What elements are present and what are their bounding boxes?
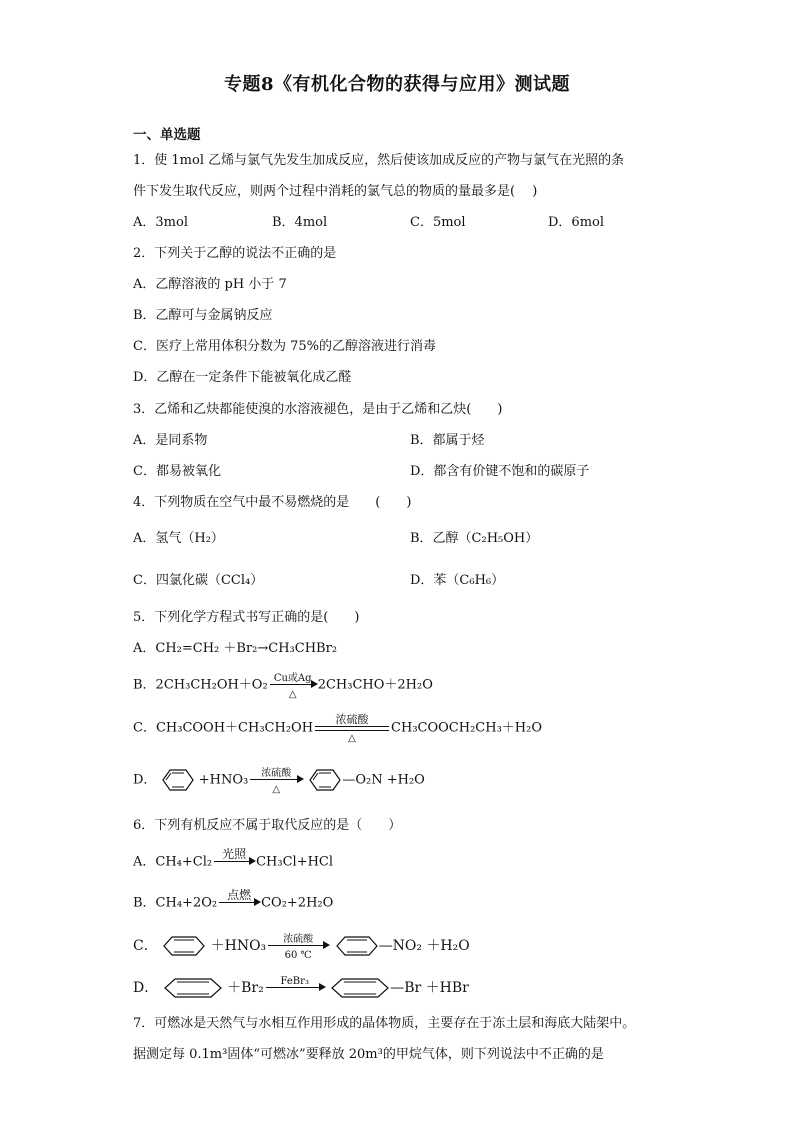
q5-b-products: 2CH₃CHO＋2H₂O (317, 677, 433, 693)
benzene-ring-icon (308, 768, 342, 792)
benzene-ring-icon (161, 768, 195, 792)
q2-option-a: A．乙醇溶液的 pH 小于 7 (133, 277, 287, 292)
q4-stem: 4．下列物质在空气中最不易燃烧的是 ( ) (133, 495, 412, 510)
q6-d-label: D． (133, 980, 159, 996)
q6-c-products: ＋H₂O (426, 938, 470, 954)
q6-option-b (133, 888, 334, 913)
heat-label: △ (348, 733, 356, 744)
catalyst-label: Cu或Ag (273, 673, 312, 684)
heat-label: △ (272, 784, 281, 795)
q5-d-reagent: +HNO₃ (198, 772, 249, 788)
q6-b-products: CO₂+2H₂O (261, 895, 334, 911)
q3-option-a: A．是同系物 (133, 433, 208, 448)
catalyst-label: 浓硫酸 (335, 713, 369, 726)
reaction-arrow (214, 847, 254, 871)
q1-option-a: A．3mol (133, 215, 188, 230)
q6-a-products: CH₃Cl+HCl (256, 854, 334, 870)
catalyst-label: 浓硫酸 (283, 934, 314, 945)
q5-option-b (133, 673, 433, 700)
benzene-ring-icon (330, 977, 390, 999)
q2-stem: 2．下列关于乙醇的说法不正确的是 (133, 246, 337, 261)
reaction-arrow (250, 768, 302, 795)
condition-label: 点燃 (227, 888, 252, 902)
q3-stem: 3．乙烯和乙炔都能使溴的水溶液褪色，是由于乙烯和乙炔( ) (133, 402, 503, 417)
page-title: 专题8《有机化合物的获得与应用》测试题 (223, 74, 571, 95)
q5-option-a: A．CH₂=CH₂ ＋Br₂→CH₃CHBr₂ (133, 641, 338, 656)
condition-label: 光照 (222, 847, 247, 861)
q6-option-d (133, 977, 469, 999)
q5-option-c (133, 713, 542, 744)
q1-option-d: D．6mol (548, 215, 605, 230)
q7-stem-line2: 据测定每 0.1m³固体“可燃冰”要释放 20m³的甲烷气体，则下列说法中不正确的是 (133, 1047, 604, 1062)
benzene-ring-icon (163, 977, 223, 999)
equilibrium-arrow (315, 713, 389, 744)
q4-option-c: C．四氯化碳（CCl₄） (133, 573, 264, 588)
q6-d-substituent: —Br (390, 980, 422, 996)
temperature-label: 60 ℃ (284, 950, 312, 961)
q6-stem: 6．下列有机反应不属于取代反应的是（ ） (133, 818, 402, 833)
section-heading: 一、单选题 (133, 127, 201, 143)
q5-d-products: +H₂O (386, 772, 425, 788)
q5-stem: 5．下列化学方程式书写正确的是( ) (133, 610, 360, 625)
catalyst-label: FeBr₃ (280, 976, 309, 987)
reaction-arrow (266, 976, 324, 997)
q5-c-reactants: C．CH₃COOH＋CH₃CH₂OH (133, 720, 314, 736)
q1-stem-line2: 件下发生取代反应，则两个过程中消耗的氯气总的物质的量最多是( ) (133, 184, 538, 199)
reaction-arrow (219, 888, 259, 912)
q5-d-substituent: —O₂N (342, 772, 383, 788)
q6-d-products: ＋HBr (425, 980, 469, 996)
catalyst-label: 浓硫酸 (261, 768, 292, 779)
q6-c-label: C． (133, 938, 158, 954)
q4-option-a: A．氢气（H₂） (133, 531, 224, 546)
q1-stem-line1: 1．使 1mol 乙烯与氯气先发生加成反应，然后使该加成反应的产物与氯气在光照的条 (133, 153, 625, 168)
q3-option-d: D．都含有价键不饱和的碳原子 (410, 464, 590, 479)
q3-option-c: C．都易被氧化 (133, 464, 221, 479)
q7-stem-line1: 7．可燃冰是天然气与水相互作用形成的晶体物质，主要存在于冻土层和海底大陆架中。 (133, 1016, 636, 1031)
q6-d-reagent: ＋Br₂ (227, 980, 264, 996)
q5-d-label: D． (133, 772, 157, 788)
q3-option-b: B．都属于烃 (410, 433, 485, 448)
q1-option-c: C．5mol (410, 215, 466, 230)
q6-c-reagent: ＋HNO₃ (210, 938, 267, 954)
q4-option-b: B．乙醇（C₂H₅OH） (410, 531, 539, 546)
q1-option-b: B．4mol (272, 215, 328, 230)
q6-option-a (133, 847, 334, 872)
reaction-arrow (268, 934, 328, 961)
q6-a-reactants: A．CH₄+Cl₂ (133, 854, 213, 870)
q6-b-reactants: B．CH₄+2O₂ (133, 895, 218, 911)
q2-option-b: B．乙醇可与金属钠反应 (133, 308, 273, 323)
q6-option-c (133, 934, 470, 961)
heat-label: △ (288, 689, 297, 700)
benzene-ring-icon (162, 935, 206, 957)
q2-option-d: D．乙醇在一定条件下能被氧化成乙醛 (133, 370, 352, 385)
q2-option-c: C．医疗上常用体积分数为 75%的乙醇溶液进行消毒 (133, 339, 436, 354)
q5-option-d (133, 768, 425, 795)
benzene-ring-icon (335, 935, 379, 957)
q6-c-substituent: —NO₂ (378, 938, 422, 954)
reaction-arrow (270, 673, 316, 700)
q5-b-reactants: B．2CH₃CH₂OH＋O₂ (133, 677, 268, 693)
q5-c-products: CH₃COOCH₂CH₃＋H₂O (391, 720, 542, 736)
q4-option-d: D．苯（C₆H₆） (410, 573, 505, 588)
